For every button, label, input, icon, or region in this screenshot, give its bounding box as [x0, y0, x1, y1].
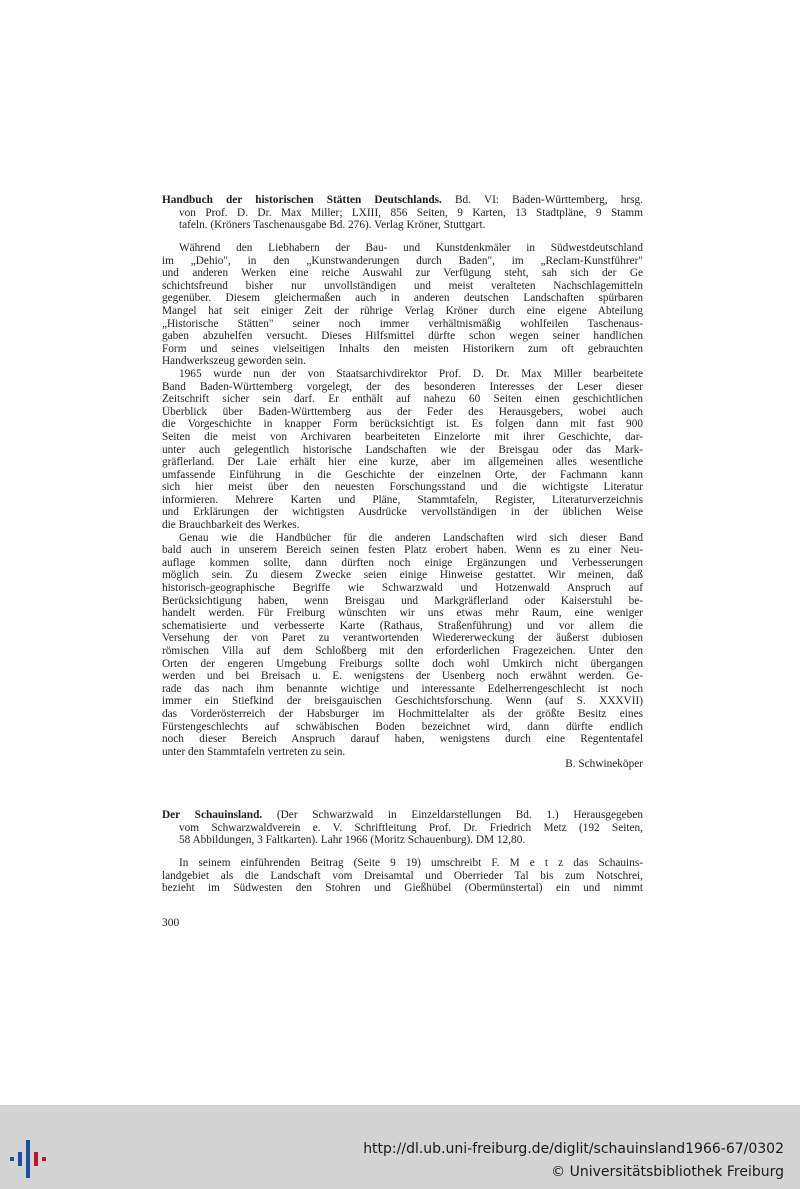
body-line: Überblick über Baden-Württemberg aus der Feder des Herausgebers, wobei auch — [162, 405, 643, 418]
body-line: Form und seines vielseitigen Inhalts den meisten Historikern zum oft gebrauchten — [162, 342, 643, 355]
copyright-notice: © Universitätsbibliothek Freiburg — [551, 1164, 784, 1180]
body-line: schematisierte und verbesserte Karte (Rathaus, Straßenführung) und vor allem die — [162, 619, 643, 632]
body-line: die Brauchbarkeit des Werkes. — [162, 519, 300, 532]
body-line: handelt werden. Für Freiburg wünschten wir uns etwas mehr Raum, eine weniger — [162, 607, 643, 620]
body-line: schichtsfreund bisher nur unvollständigen und meist veralteten Nachschlagemitteln — [162, 279, 643, 292]
review1-signature: B. Schwineköper — [565, 758, 643, 771]
review1-heading-line — [162, 194, 643, 207]
body-line: bezieht im Südwesten den Stohren und Gießhübel (Obermünstertal) ein und nimmt — [162, 882, 643, 895]
body-line: Berücksichtigung haben, wenn Breisgau und Markgräflerland oder Kaiserstuhl be- — [162, 594, 643, 607]
body-line: Mangel hat seit einiger Zeit der rührige Verlag Kröner durch eine eigene Abteilung — [162, 304, 643, 317]
review2-heading-line: 58 Abbildungen, 3 Faltkarten). Lahr 1966 (Moritz Schauenburg). DM 12,80. — [179, 834, 526, 847]
body-line: umfassende Einführung in die Geschichte der einzelnen Orte, der Fachmann kann — [162, 468, 643, 481]
logo-square-left — [10, 1157, 14, 1161]
source-url-link[interactable]: http://dl.ub.uni-freiburg.de/diglit/schauinsland1966-67/0302 — [363, 1141, 784, 1157]
review2-heading-line: vom Schwarzwaldverein e. V. Schriftleitung Prof. Dr. Friedrich Metz (192 Seiten, — [179, 821, 643, 834]
body-line: möglich sein. Zu diesem Zwecke seien einige Hinweise gestattet. Wir meinen, daß — [162, 569, 643, 582]
body-line: und Erklärungen der wichtigsten Ausdrücke vervollständigen in der üblichen Weise — [162, 506, 643, 519]
body-line: sich hier meist über den neuesten Forschungsstand und die wichtigste Literatur — [162, 481, 643, 494]
body-line: das Vorderösterreich der Habsburger im Hochmittelalter als der größte Besitz eines — [162, 707, 643, 720]
body-line: immer ein Stiefkind der breisgauischen Geschichtsforschung. Wenn (auf S. XXXVII) — [162, 695, 643, 708]
review1-heading-line: tafeln. (Kröners Taschenausgabe Bd. 276). Verlag Kröner, Stuttgart. — [179, 219, 486, 232]
body-line: In seinem einführenden Beitrag (Seite 9 19) umschreibt F. M e t z das Schauins- — [179, 857, 643, 869]
body-line: und anderen Werken eine reiche Auswahl zur Verfügung steht, sah sich der Ge — [162, 267, 643, 280]
body-line: historisch-geographische Begriffe wie Schwarzwald und Hotzenwald Anspruch auf — [162, 582, 643, 595]
body-line: Seiten die meist von Archivaren bearbeiteten Einzelorte mit ihrer Geschichte, dar- — [162, 430, 643, 443]
body-line: werden und bei Breisach u. E. wenigstens der Usenberg noch erwähnt werden. Ge- — [162, 670, 643, 683]
library-logo-icon — [10, 1140, 50, 1178]
body-line: Zeitschrift sicher sein darf. Er enthält auf nahezu 60 Seiten einen geschichtlichen — [162, 393, 643, 406]
logo-square-right — [42, 1157, 46, 1161]
body-line: gaben abzuhelfen versucht. Dieses Hilfsmittel dürfte schon wegen seiner handlichen — [162, 330, 643, 343]
body-line: Band Baden-Württemberg vorgelegt, der des besonderen Interesses der Leser dieser — [162, 380, 643, 393]
body-line: römischen Villa auf dem Schloßberg mit den erforderlichen Fragezeichen. Unter den — [162, 645, 643, 657]
page-number: 300 — [162, 917, 180, 929]
review1-heading-rest: Bd. VI: Baden-Württemberg, hrsg. — [441, 194, 643, 206]
body-line: Genau wie die Handbücher für die anderen Landschaften wird sich dieser Band — [179, 531, 643, 544]
body-line: unter den Stammtafeln vertreten zu sein. — [162, 745, 346, 758]
body-line: 1965 wurde nun der von Staatsarchivdirektor Prof. D. Dr. Max Miller bearbeitete — [179, 367, 643, 380]
body-line: „Historische Stätten" seiner noch immer verhältnismäßig wohlfeilen Taschenaus- — [162, 317, 643, 330]
body-line: rade das nach ihm benannte wichtige und interessante Edelherrengeschlecht ist noch — [162, 682, 643, 695]
body-line: im „Dehio", in den „Kunstwanderungen durch Baden", im „Reclam-Kunstführer" — [162, 254, 643, 267]
body-line: auflage kommen sollte, dann dürften noch einige Ergänzungen und Verbesserungen — [162, 556, 643, 569]
body-line: noch dieser Bereich Anspruch darauf haben, wenigstens durch eine Regententafel — [162, 733, 643, 746]
review1-title: Handbuch der historischen Stätten Deutschlands. — [162, 194, 442, 206]
body-line: gegenüber. Diesem gleichermaßen auch in anderen deutschen Landschaften spürbaren — [162, 292, 643, 305]
logo-bar-red — [34, 1152, 38, 1166]
review2-heading-line — [162, 809, 643, 822]
body-line: Versehung der von Paret zu verantwortenden Wiedererweckung der äußerst dubiosen — [162, 632, 643, 645]
body-line: Orten der engeren Umgebung Freiburgs sollte doch wohl Umkirch nicht übergangen — [162, 657, 643, 670]
body-line: bald auch in unserem Bereich seinen festen Platz erobert haben. Wenn es zu einer Neu- — [162, 544, 643, 557]
review1-body — [162, 242, 643, 771]
review2-body — [162, 857, 643, 895]
body-line: Fürstengeschlechts auf schwäbischen Boden bezeichnet wird, dann dürfte endlich — [162, 720, 643, 733]
body-line: die Vorgeschichte in knapper Form berücksichtigt ist. Es folgen dann mit fast 900 — [162, 418, 643, 431]
review1-heading — [162, 194, 643, 232]
logo-bar-tall — [26, 1140, 30, 1178]
body-line: Während den Liebhabern der Bau- und Kunstdenkmäler in Südwestdeutschland — [179, 242, 643, 254]
review2-title: Der Schauinsland. — [162, 809, 263, 821]
review2-heading — [162, 809, 643, 847]
review1-heading-line: von Prof. D. Dr. Max Miller; LXIII, 856 Seiten, 9 Karten, 13 Stadtpläne, 9 Stamm — [179, 206, 643, 219]
body-line: Handwerkszeug geworden sein. — [162, 355, 306, 368]
body-line: unter auch gelegentlich historische Landschaften wie der Breisgau oder das Mark- — [162, 443, 643, 456]
body-line: informieren. Mehrere Karten und Pläne, Stammtafeln, Register, Literaturverzeichnis — [162, 493, 643, 506]
logo-bar-short — [18, 1152, 22, 1166]
body-line: landgebiet als die Landschaft vom Dreisamtal und Oberrieder Tal bis zum Notschrei, — [162, 869, 643, 882]
review2-heading-rest: (Der Schwarzwald in Einzeldarstellungen Bd. 1.) Herausgegeben — [262, 809, 643, 821]
body-line: gräflerland. Der Laie erhält hier eine kurze, aber im allgemeinen alles wesentliche — [162, 456, 643, 469]
